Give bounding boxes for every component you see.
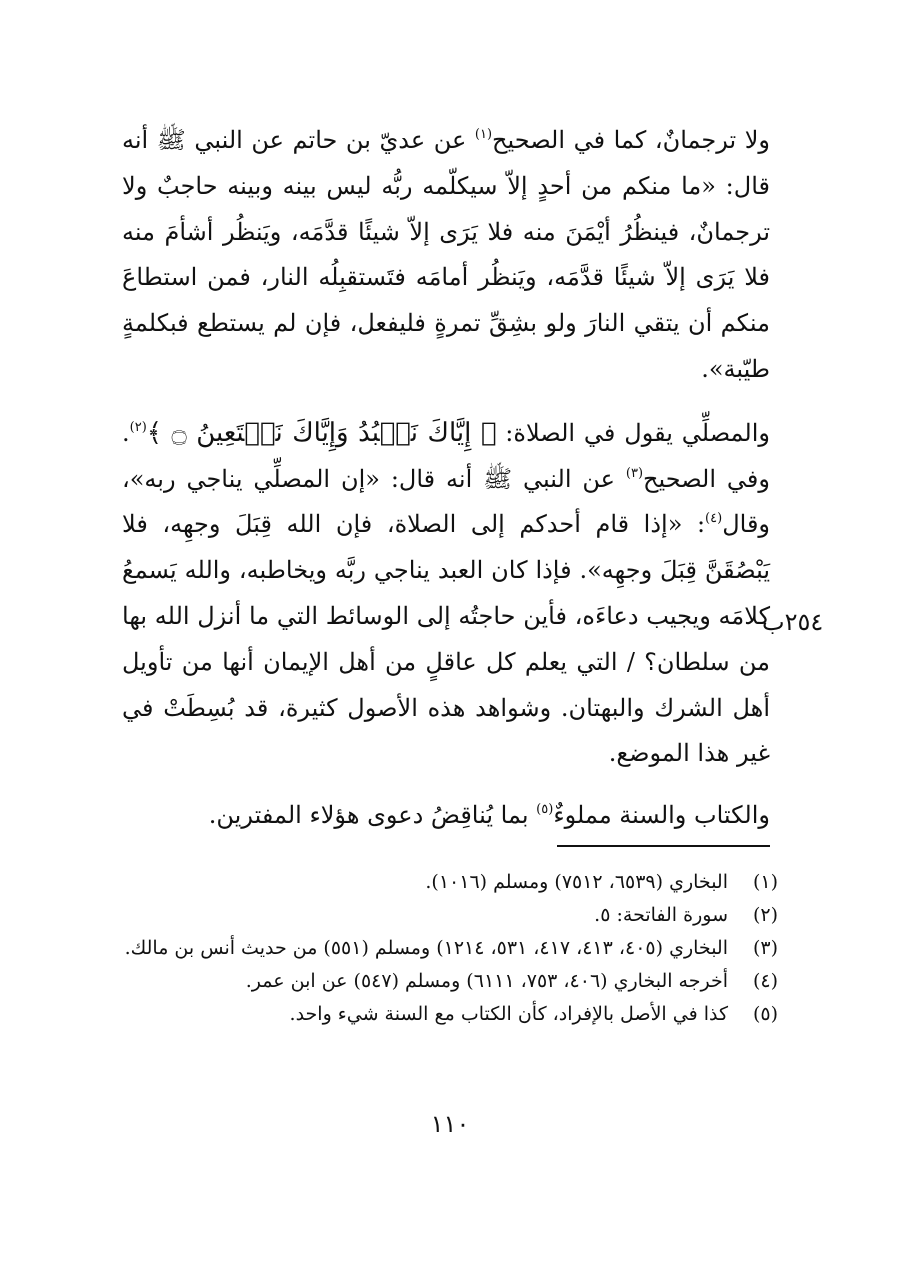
footnote-number: (٢): [752, 904, 778, 926]
paragraph-2: [122, 411, 770, 777]
page-number: ١١٠: [430, 1110, 470, 1138]
footnote-item: [118, 965, 778, 998]
footnotes: [118, 866, 778, 1031]
footnote-ref[interactable]: (١): [474, 127, 493, 142]
footnote-number: (٥): [752, 1003, 778, 1025]
footnote-text: كذا في الأصل بالإفراد، كأن الكتاب مع السنة شيء واحد.: [289, 1003, 728, 1025]
footnote-ref[interactable]: (٥): [536, 802, 554, 818]
text-run: والمصلِّي يقول في الصلاة:: [496, 418, 770, 447]
footnote-item: [118, 932, 778, 965]
footnote-text: أخرجه البخاري (٤٠٦، ٧٥٣، ٦١١١) ومسلم (٥٤٧) عن ابن عمر.: [245, 970, 728, 992]
footnote-ref[interactable]: (٤): [705, 511, 723, 527]
footnote-number: (٤): [752, 970, 778, 992]
footnote-item: [118, 899, 778, 932]
footnote-item: [118, 866, 778, 899]
text-run: والكتاب والسنة مملوءٌ: [553, 801, 770, 830]
text-run: . وفي الصحيح: [122, 418, 770, 493]
footnote-text: البخاري (٤٠٥، ٤١٣، ٤١٧، ٥٣١، ١٢١٤) ومسلم (٥٥١) من حديث أنس بن مالك.: [124, 937, 728, 959]
footnote-text: البخاري (٦٥٣٩، ٧٥١٢) ومسلم (١٠١٦).: [425, 871, 728, 893]
text-run: بما يُناقِضُ دعوى هؤلاء المفترين.: [208, 801, 537, 830]
footnote-text: سورة الفاتحة: ٥.: [594, 904, 728, 926]
footnote-divider: [557, 845, 770, 847]
text-run: عن عديّ بن حاتم عن النبي ﷺ أنه قال: «ما منكم من أحدٍ إلاّ سيكلّمه ربُّه ليس بينه وبينه حاجبٌ ولا ترجمانٌ، فينظُرُ أيْمَنَ منه فلا يَرَى إلاّ شيئًا قدَّمَه، ويَنظُر أشأمَ منه فلا يَرَى إلاّ شيئًا قدَّمَه، ويَنظُر أمامَه فتَستقبِلُه النار، فمن استطاعَ منكم أن يتقي النارَ ولو بشِقِّ تمرةٍ فليفعل، فإن لم يستطع فبكلمةٍ طيّبة».: [122, 126, 770, 383]
footnote-ref[interactable]: (٢): [129, 419, 147, 435]
text-run: : «إذا قام أحدكم إلى الصلاة، فإن الله قِبَلَ وجهِه، فلا يَبْصُقَنَّ قِبَلَ وجهِه». فإذا كان العبد يناجي ربَّه ويخاطبه، والله يَسمعُ كلامَه ويجيب دعاءَه، فأين حاجتُه إلى الوسائط التي ما أنزل الله بها من سلطان؟ / التي يعلم كل عاقلٍ من أهل الإيمان أنها من تأويل أهل الشرك والبهتان. وشواهد هذه الأصول كثيرة، قد بُسِطَتْ في غير هذا الموضع.: [122, 510, 770, 768]
footnote-ref[interactable]: (٣): [625, 465, 644, 481]
paragraph-1: [122, 118, 770, 393]
text-run: ولا ترجمانٌ، كما في الصحيح: [492, 126, 770, 154]
text-run: عن النبي ﷺ أنه قال: «إن المصلِّي يناجي ربه»، وقال: [122, 464, 770, 539]
main-text: [122, 118, 770, 839]
footnote-number: (٣): [752, 937, 778, 959]
manuscript-folio-marker: ٢٥٤ب: [762, 608, 824, 636]
footnote-number: (١): [752, 871, 778, 893]
footnote-item: [118, 998, 778, 1031]
paragraph-3: [122, 793, 770, 839]
quran-verse: ﴿ إِيَّاكَ نَعۡبُدُ وَإِيَّاكَ نَسۡتَعِينُ ۝ ﴾: [146, 417, 497, 448]
